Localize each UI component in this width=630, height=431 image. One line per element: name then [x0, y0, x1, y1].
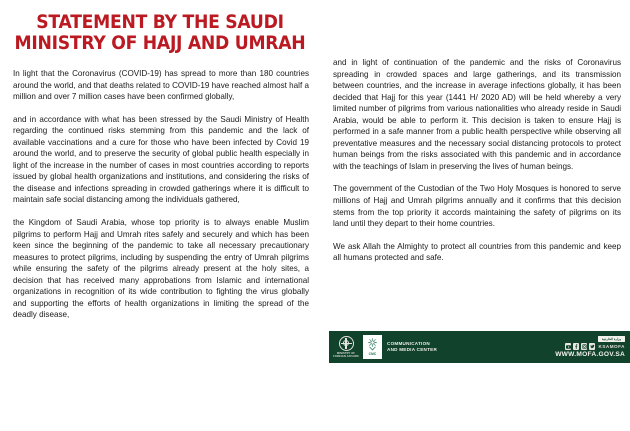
footer-logos — [334, 334, 437, 360]
instagram-icon[interactable] — [581, 343, 587, 349]
ministry-arabic-badge: وزارة الخارجية — [598, 336, 625, 342]
emblem-inner-ring-icon — [343, 340, 349, 346]
paragraph: and in light of continuation of the pandemic and the risks of Coronavirus spreading in crowded spaces and large gatherings, and its transmission between countries, and the increase in average infections globally, it has been decided that Hajj for this year (1441 H/ 2020 AD) will be held whereby a very limited number of pilgrims from various nationalities who already reside in Saudi Arabia, would be able to perform it. This decision is taken to ensure Hajj is performed in a safe manner from a public health perspective while observing all preventative measures and the necessary social distancing protocols to protect human beings from the risks associated with this pandemic and in accordance with the teachings of Islam in preserving the lives of human beings. — [333, 58, 621, 171]
paragraph: The government of the Custodian of the Two Holy Mosques is honored to serve millions of Hajj and Umrah pilgrims annually and it confirms that this decision stems from the top priority it accords maintaining the safety of pilgrims on its land until they depart to their home countries. — [333, 184, 621, 229]
cmc-label-line-1: COMMUNICATION — [387, 341, 430, 347]
social-links-row[interactable] — [565, 343, 625, 349]
cmc-sun-icon — [367, 338, 378, 351]
cmc-abbreviation: CMC — [368, 351, 377, 356]
paragraph: We ask Allah the Almighty to protect all countries from this pandemic and keep all humans protected and safe. — [333, 241, 621, 263]
ministry-emblem-caption: MINISTRY OF FOREIGN AFFAIRS — [333, 351, 359, 358]
facebook-icon[interactable] — [573, 343, 579, 349]
paragraph: In light that the Coronavirus (COVID-19) has spread to more than 180 countries around the world, and that deaths related to COVID-19 have reached almost half a million and over 7 million cases have been confirmed globally, — [13, 69, 309, 102]
youtube-icon[interactable] — [565, 343, 571, 349]
page-title — [0, 12, 320, 54]
cmc-label — [387, 341, 437, 352]
body-column-left — [13, 68, 309, 321]
palm-swords-emblem-icon — [339, 336, 354, 351]
body-column-right — [333, 57, 621, 264]
cmc-label-line-2: AND MEDIA CENTER — [387, 347, 438, 352]
page-title-line-1: STATEMENT BY THE SAUDI — [36, 12, 284, 33]
footer-contact — [555, 336, 625, 358]
cmc-logo-icon — [363, 335, 382, 359]
twitter-icon[interactable] — [589, 343, 595, 349]
paragraph: and in accordance with what has been stressed by the Saudi Ministry of Health regarding the continued risks stemming from this pandemic and the lack of available vaccinations and a cure for those who have been infected by Covid 19 around the world, and to preserve the security of global public health especially in light of the increase in the number of cases in most countries according to reports issued by global health organizations and institutions, and considering the risks of the disease and infections spreading in crowded gatherings where it is difficult to maintain safe social distancing among the individuals gathered, — [13, 114, 309, 205]
page-title-line-2: MINISTRY OF HAJJ AND UMRAH — [14, 33, 306, 54]
ministry-of-foreign-affairs-emblem-icon — [334, 334, 358, 360]
social-handle: KSAMOFA — [598, 344, 625, 350]
paragraph: the Kingdom of Saudi Arabia, whose top priority is to always enable Muslim pilgrims to perform Hajj and Umrah rites safely and securely and which has been keen since the beginning of the pandemic to take all necessary precautionary measures to protect pilgrims, including by suspending the entry of Umrah pilgrims while ensuring the safety of the pilgrims already present at the holy sites, a decision that has received many approbations from Islamic and international organizations in recognition of its wide contribution to fighting the virus globally and supporting the efforts of health organizations in limiting the spread of the deadly disease, — [13, 218, 309, 320]
footer-bar — [329, 331, 630, 363]
website-url[interactable]: WWW.MOFA.GOV.SA — [555, 350, 625, 358]
